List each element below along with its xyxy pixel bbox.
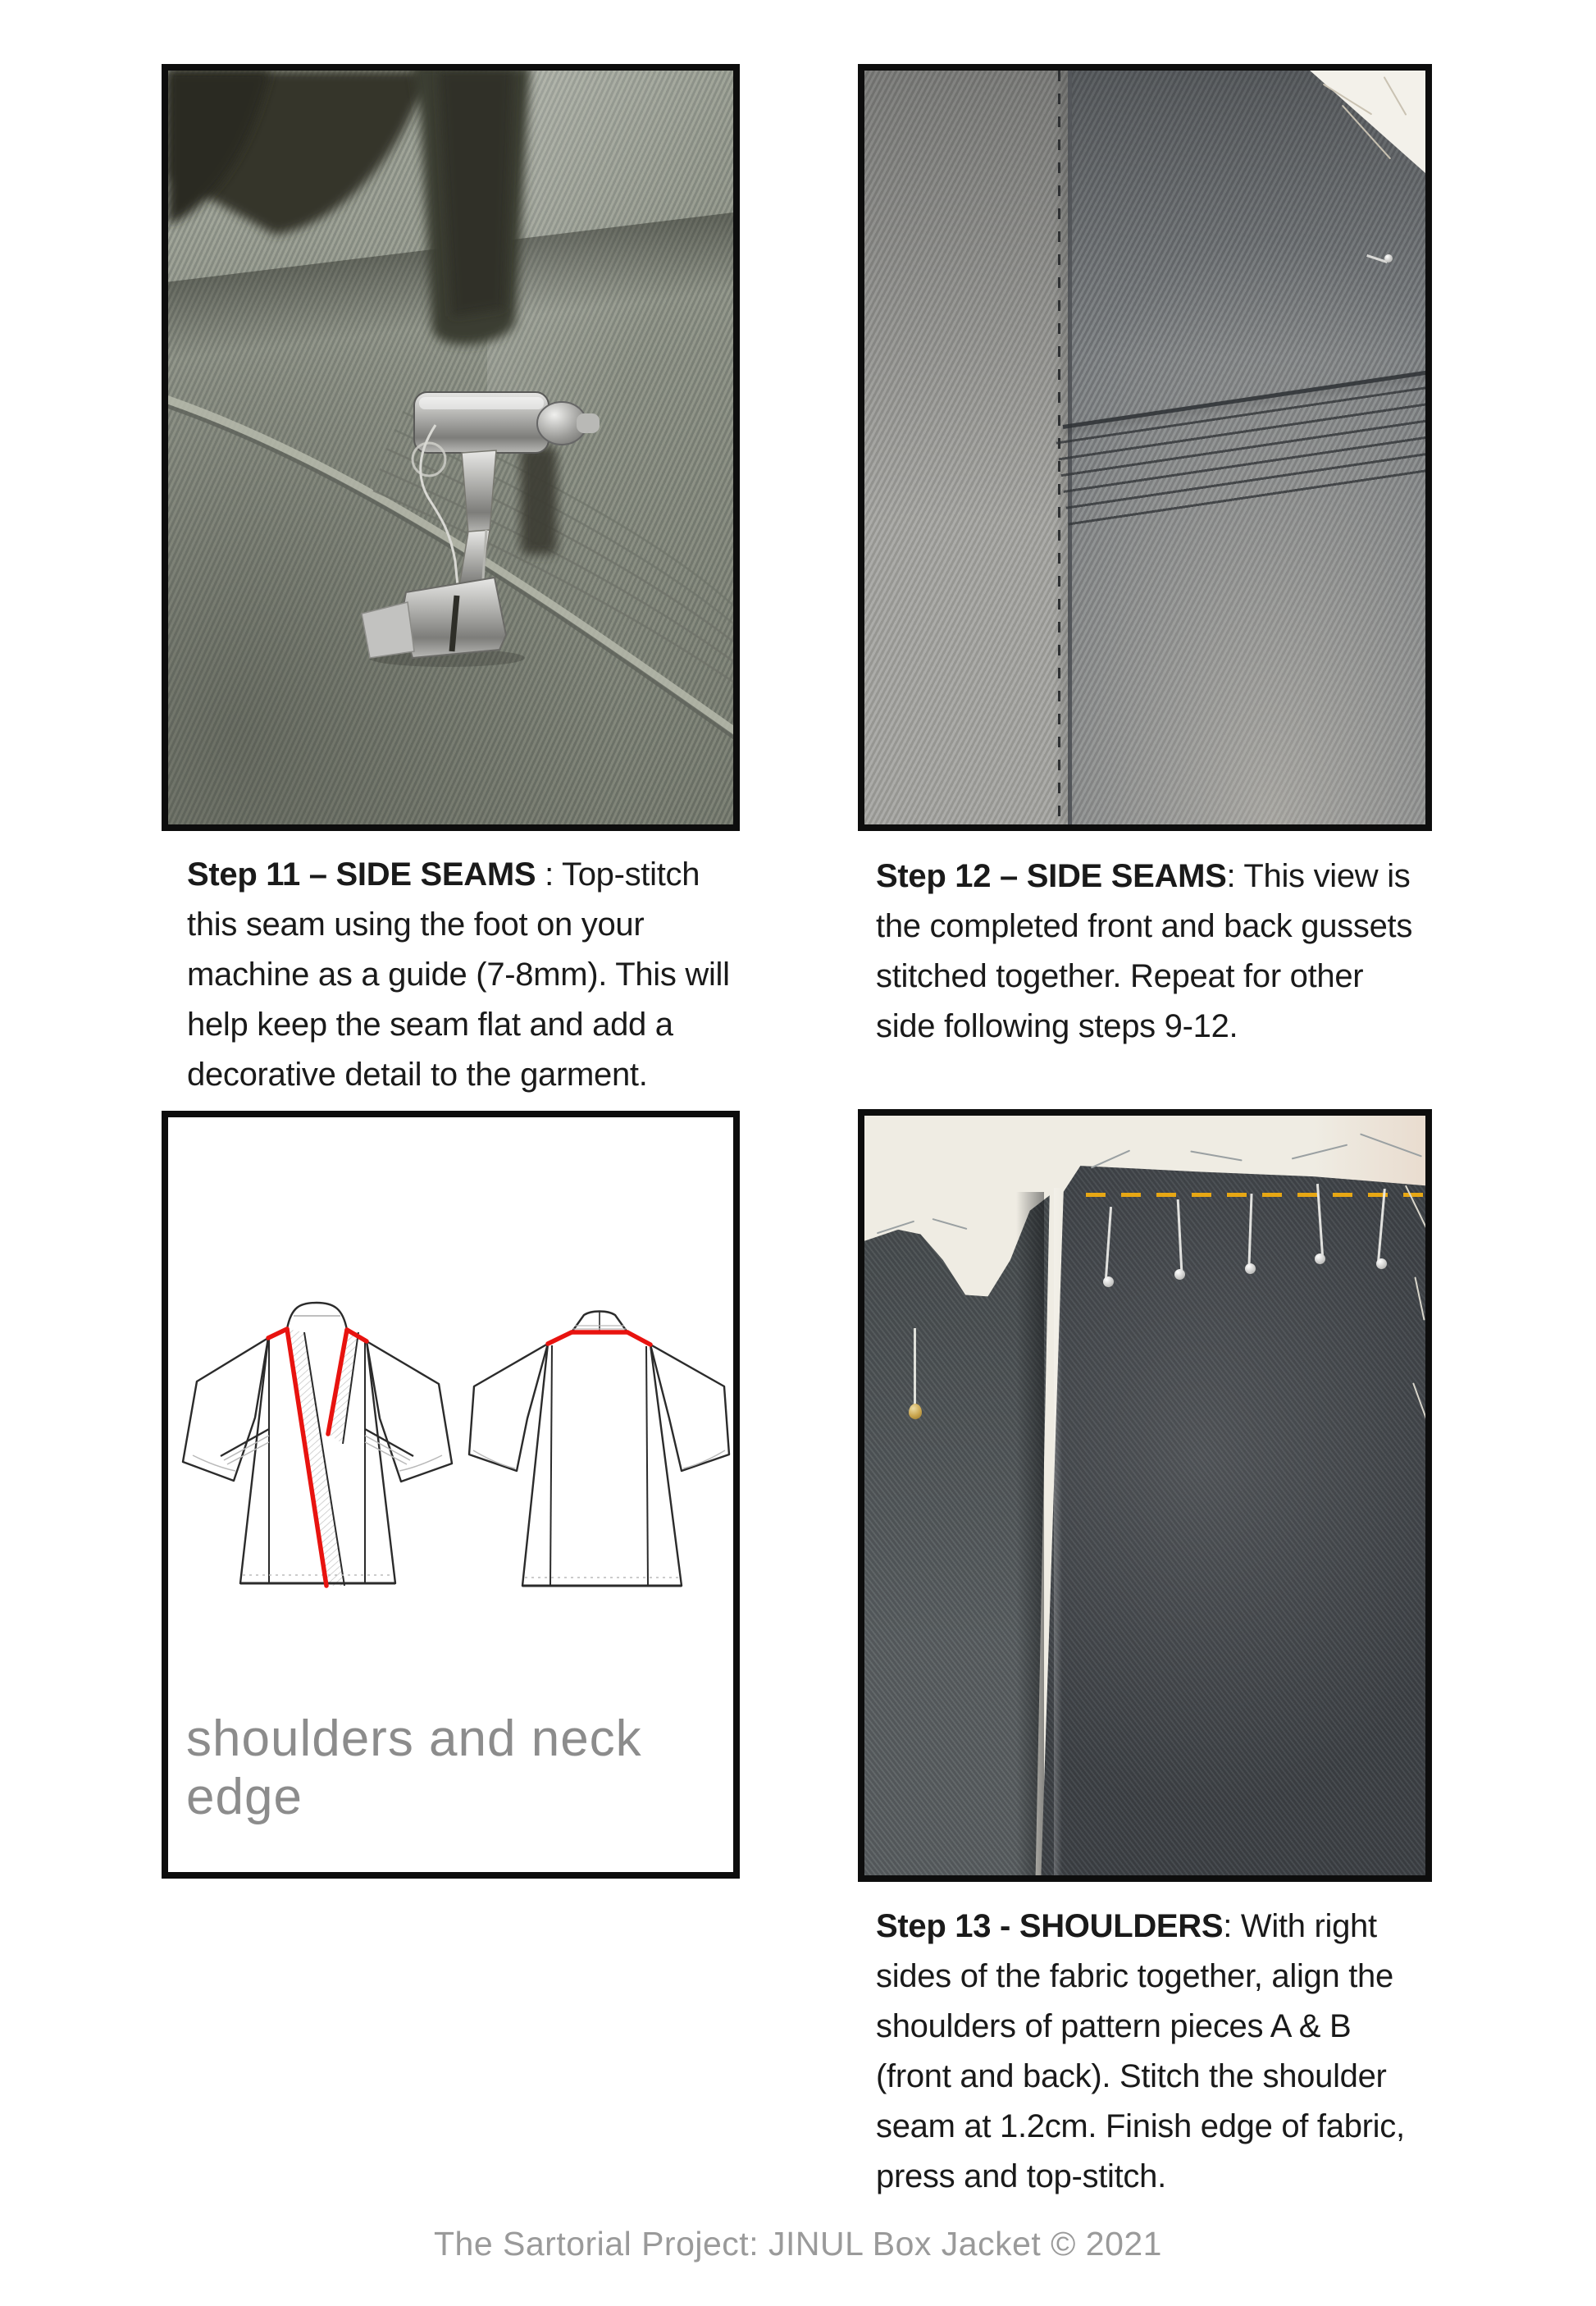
step12-photo-panel xyxy=(858,64,1432,831)
page-footer: The Sartorial Project: JINUL Box Jacket © 2021 xyxy=(433,2225,1162,2263)
stitch-line-marking xyxy=(1086,1193,1425,1197)
step11-caption-body: : Top-stitch this seam using the foot on your machine as a guide (7-8mm). This will help keep the seam flat and add a decorative detail to the garment. xyxy=(187,856,730,1093)
front-gusset-piece xyxy=(864,71,1069,824)
fold-highlight xyxy=(1054,1188,1062,1875)
presser-foot xyxy=(362,450,525,667)
step13-photo-panel xyxy=(858,1109,1432,1882)
step12-caption-body: : This view is the completed front and back gussets stitched together. Repeat for other side following steps 9-12. xyxy=(876,858,1413,1044)
step12-caption xyxy=(876,852,1421,1052)
step11-caption-title: Step 11 – SIDE SEAMS xyxy=(187,856,536,893)
step13-caption-body: : With right sides of the fabric together, align the shoulders of pattern pieces A & B (front and back). Stitch the shoulder seam at 1.2cm. Finish edge of fabric, press and top-stitch. xyxy=(876,1908,1405,2194)
step12-caption-title: Step 12 – SIDE SEAMS xyxy=(876,858,1227,894)
step13-caption-title: Step 13 - SHOULDERS xyxy=(876,1908,1224,1944)
jacket-flat-drawing xyxy=(168,1257,733,1610)
jacket-back-view xyxy=(469,1312,729,1587)
jacket-diagram-panel xyxy=(162,1111,740,1879)
back-red-neck-edge xyxy=(548,1332,650,1345)
step11-caption xyxy=(187,850,753,1100)
sewing-machine-foot-illustration xyxy=(168,71,733,824)
pin-head xyxy=(1384,254,1393,263)
presser-foot-clamp xyxy=(414,392,600,453)
diagram-label: shoulders and neck edge xyxy=(186,1710,642,1825)
step13-caption xyxy=(876,1902,1430,2202)
fold-shadow xyxy=(1016,1192,1044,1875)
step11-photo-panel xyxy=(162,64,740,831)
